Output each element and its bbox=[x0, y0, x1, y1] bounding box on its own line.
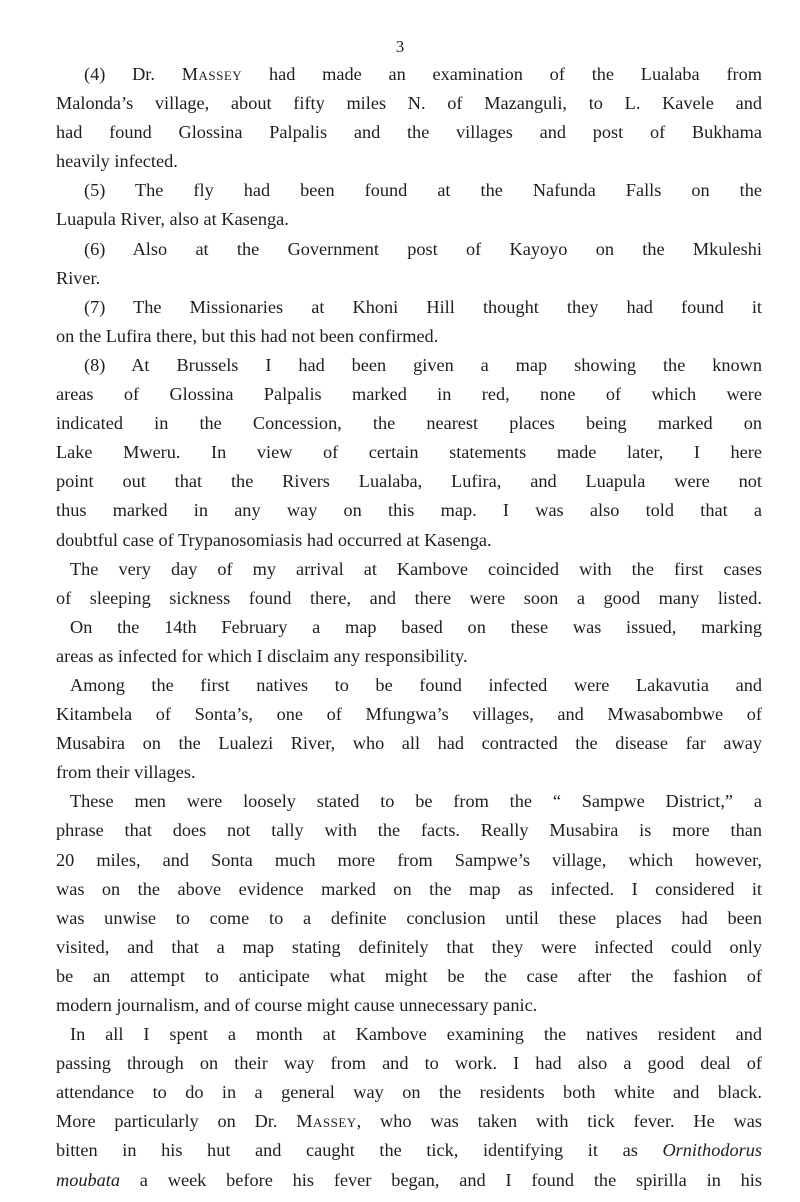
text-segment: (6) Also at the Government post of Kayoyo on the Mkuleshi bbox=[84, 238, 762, 259]
text-segment: Lake Mweru. In view of certain statements made later, I here bbox=[56, 442, 762, 463]
name-smallcaps: Massey bbox=[181, 64, 243, 84]
text-line bbox=[56, 729, 762, 758]
text-line bbox=[56, 264, 762, 293]
text-segment: Among the first natives to be found infected were Lakavutia and bbox=[70, 674, 762, 695]
text-segment: (7) The Missionaries at Khoni Hill thought they had found it bbox=[84, 296, 762, 317]
text-line bbox=[56, 526, 762, 555]
text-line bbox=[56, 846, 762, 875]
text-line bbox=[56, 89, 762, 118]
text-line bbox=[56, 322, 762, 351]
text-line bbox=[56, 467, 762, 496]
text-segment: River. bbox=[56, 267, 101, 288]
italic-term: Ornithodorus bbox=[662, 1140, 762, 1161]
text-segment: areas as infected for which I disclaim any responsibility. bbox=[56, 645, 468, 666]
text-segment: These men were loosely stated to be from the “ Sampwe District,” a bbox=[70, 791, 762, 812]
text-segment: visited, and that a map stating definitely that they were infected could only bbox=[56, 936, 762, 957]
text-line bbox=[56, 496, 762, 525]
text-line bbox=[56, 962, 762, 991]
text-segment: 20 miles, and Sonta much more from Sampwe’s village, which however, bbox=[56, 849, 762, 870]
text-segment: (8) At Brussels I had been given a map showing the known bbox=[84, 354, 762, 375]
text-segment: , who was taken with tick fever. He was bbox=[356, 1111, 762, 1132]
text-line bbox=[56, 293, 762, 322]
text-line bbox=[56, 700, 762, 729]
text-line bbox=[56, 1107, 762, 1136]
italic-term: moubata bbox=[56, 1169, 120, 1190]
text-segment: (4) Dr. bbox=[84, 64, 182, 84]
text-segment: doubtful case of Trypanosomiasis had occurred at Kasenga. bbox=[56, 529, 492, 550]
text-segment: bitten in his hut and caught the tick, identifying it as bbox=[56, 1140, 663, 1161]
text-line bbox=[56, 933, 762, 962]
text-segment: phrase that does not tally with the facts. Really Musabira is more than bbox=[56, 820, 762, 841]
text-line bbox=[56, 1166, 762, 1195]
text-segment: areas of Glossina Palpalis marked in red, none of which were bbox=[56, 384, 762, 405]
text-line bbox=[56, 555, 762, 584]
text-segment: (5) The fly had been found at the Nafunda Falls on the bbox=[84, 180, 762, 201]
text-line bbox=[56, 875, 762, 904]
text-segment: indicated in the Concession, the nearest places being marked on bbox=[56, 413, 762, 434]
text-segment: had made an examination of the Lualaba from bbox=[242, 64, 762, 84]
text-segment: from their villages. bbox=[56, 762, 196, 783]
text-segment: heavily infected. bbox=[56, 151, 178, 172]
text-line bbox=[56, 1078, 762, 1107]
text-line bbox=[56, 816, 762, 845]
text-segment: a week before his fever began, and I found the spirilla in his bbox=[119, 1169, 762, 1190]
text-line bbox=[56, 235, 762, 264]
text-segment: of sleeping sickness found there, and there were soon a good many listed. bbox=[56, 587, 762, 608]
text-segment: modern journalism, and of course might cause unnecessary panic. bbox=[56, 995, 538, 1015]
text-segment: point out that the Rivers Lualaba, Lufira, and Luapula were not bbox=[56, 471, 762, 492]
text-segment: on the Lufira there, but this had not been confirmed. bbox=[56, 325, 439, 346]
name-smallcaps: Massey bbox=[296, 1111, 357, 1132]
text-segment: Luapula River, also at Kasenga. bbox=[56, 209, 289, 230]
text-line bbox=[56, 613, 762, 642]
text-line bbox=[56, 758, 762, 787]
text-line bbox=[56, 380, 762, 409]
text-segment: Malonda’s village, about fifty miles N. of Mazanguli, to L. Kavele and bbox=[56, 93, 762, 114]
text-segment: was unwise to come to a definite conclusion until these places had been bbox=[56, 907, 762, 928]
text-line bbox=[56, 1136, 762, 1165]
text-line bbox=[56, 642, 762, 671]
text-line bbox=[56, 584, 762, 613]
text-line bbox=[56, 904, 762, 933]
text-line bbox=[56, 147, 762, 176]
text-segment: In all I spent a month at Kambove examining the natives resident and bbox=[70, 1024, 762, 1045]
text-segment: The very day of my arrival at Kambove coincided with the first cases bbox=[70, 558, 762, 579]
text-segment: Musabira on the Lualezi River, who all had contracted the disease far away bbox=[56, 733, 762, 754]
text-line bbox=[56, 671, 762, 700]
text-line bbox=[56, 991, 762, 1020]
text-segment: attendance to do in a general way on the residents both white and black. bbox=[56, 1082, 762, 1103]
page-number: 3 bbox=[395, 37, 405, 56]
text-segment: thus marked in any way on this map. I was also told that a bbox=[56, 500, 762, 521]
text-line bbox=[56, 118, 762, 147]
text-line bbox=[56, 438, 762, 467]
text-line bbox=[56, 176, 762, 205]
text-segment: had found Glossina Palpalis and the villages and post of Bukhama bbox=[56, 122, 762, 143]
text-line bbox=[56, 787, 762, 816]
text-line bbox=[56, 205, 762, 234]
text-line bbox=[56, 1049, 762, 1078]
text-line bbox=[56, 409, 762, 438]
text-segment: Kitambela of Sonta’s, one of Mfungwa’s villages, and Mwasabombwe of bbox=[56, 704, 762, 725]
text-segment: More particularly on Dr. bbox=[56, 1111, 297, 1132]
text-segment: passing through on their way from and to work. I had also a good deal of bbox=[56, 1053, 762, 1074]
text-segment: On the 14th February a map based on these was issued, marking bbox=[70, 616, 762, 637]
text-segment: be an attempt to anticipate what might be the case after the fashion of bbox=[56, 965, 762, 986]
text-line bbox=[56, 1020, 762, 1049]
text-line bbox=[56, 60, 762, 89]
text-segment: was on the above evidence marked on the map as infected. I considered it bbox=[56, 878, 762, 899]
body-text bbox=[56, 60, 762, 1195]
text-line bbox=[56, 351, 762, 380]
